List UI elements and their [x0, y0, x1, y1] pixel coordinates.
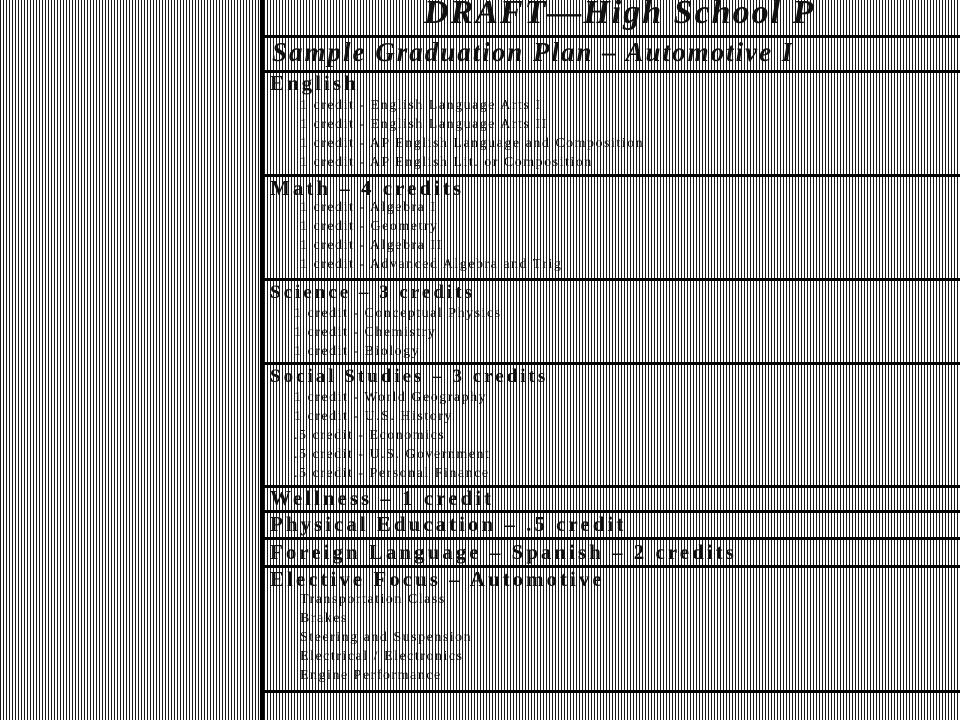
section-heading-foreign-language: Foreign Language – Spanish – 2 credits [270, 540, 737, 564]
list-item: 1 credit - English Language Arts II [300, 117, 548, 132]
list-item: 1 credit - AP English Language and Composition [300, 136, 645, 151]
list-item: Electrical / Electronics [300, 649, 464, 664]
list-item: Steering and Suspension [300, 630, 473, 645]
document-page [264, 0, 960, 720]
document-title: DRAFT—High School P [424, 0, 816, 31]
list-item: 1 credit - Biology [294, 344, 421, 359]
list-item: Brakes [300, 611, 348, 626]
list-item: Engine Performance [300, 668, 442, 683]
list-item: 1 credit - Chemistry [294, 325, 437, 340]
section-heading-english: English [270, 71, 359, 95]
section-heading-social-studies: Social Studies – 3 credits [270, 366, 549, 387]
list-item: 1 credit - Advanced Algebra and Trig [300, 257, 563, 272]
list-item: 1 credit - AP English Lit. or Composition [300, 155, 593, 170]
bottom-rule [264, 690, 960, 693]
section-rule [264, 70, 960, 73]
list-item: 1 credit - Conceptual Physics [294, 306, 502, 321]
list-item: 1 credit - Geometry [300, 219, 439, 234]
list-item: .5 credit - Personal Finance [294, 466, 490, 481]
list-item: .5 credit - Economics [294, 428, 446, 443]
list-item: 1 credit - World Geography [294, 390, 488, 405]
section-rule [264, 362, 960, 365]
section-heading-wellness: Wellness – 1 credit [270, 486, 495, 510]
list-item: 1 credit - Algebra I [300, 200, 437, 215]
section-heading-elective-focus: Elective Focus – Automotive [270, 567, 605, 591]
list-item: Transportation Class [300, 592, 446, 607]
section-heading-science: Science – 3 credits [270, 282, 475, 303]
list-item: .5 credit - U.S. Government [294, 447, 491, 462]
document-subtitle: Sample Graduation Plan – Automotive I [272, 37, 795, 67]
list-item: 1 credit - English Language Arts I [300, 98, 542, 113]
section-heading-math: Math – 4 credits [270, 176, 465, 200]
list-item: 1 credit - Algebra II [300, 238, 443, 253]
section-heading-physical-education: Physical Education – .5 credit [270, 512, 627, 536]
section-rule [264, 278, 960, 281]
list-item: 1 credit - U.S. History [294, 409, 453, 424]
